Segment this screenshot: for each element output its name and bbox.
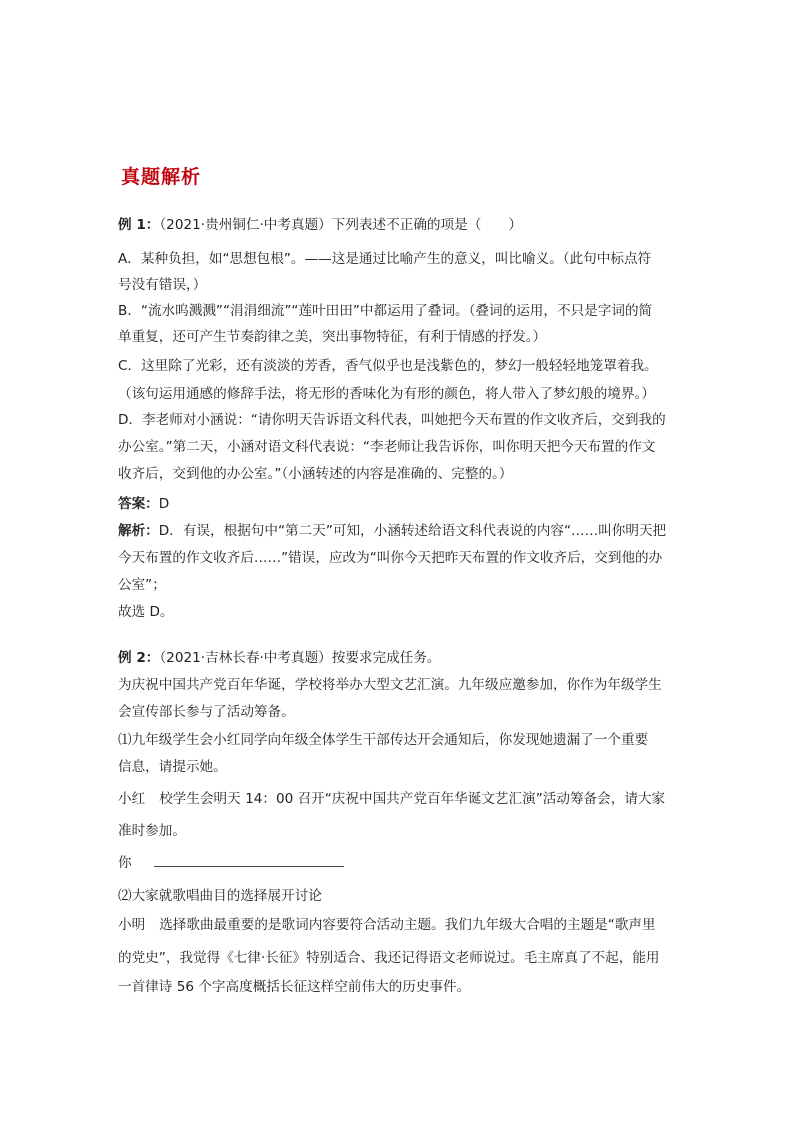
example2-question — [118, 648, 441, 668]
analysis-line-1 — [118, 521, 666, 541]
analysis-label: 解析： — [118, 523, 159, 539]
analysis-text-1: D．有误，根据句中“第二天”可知，小涵转述给语文科代表说的内容“……叫你明天把 — [158, 523, 667, 539]
option-b-line-2: 单重复，还可产生节奏韵律之美，突出事物特征，有利于情感的抒发。） — [118, 329, 547, 345]
dialog1-line-2: 准时参加。 — [118, 823, 186, 839]
example2-question-text: （2021·吉林长春·中考真题）按要求完成任务。 — [159, 650, 441, 666]
answer-value: D — [158, 496, 170, 512]
answer-blank-line — [118, 852, 344, 873]
option-c-line-1: C．这里除了光彩，还有淡淡的芳香，香气似乎也是浅紫色的，梦幻一般轻轻地笼罩着我。 — [118, 358, 658, 374]
example1-label: 例 1： — [118, 217, 160, 233]
task1-line-1: ⑴九年级学生会小红同学向年级全体学生干部传达开会通知后，你发现她遗漏了一个重要 — [118, 732, 649, 748]
conclusion-line: 故选 D。 — [118, 604, 174, 620]
you-speaker: 你 — [118, 855, 132, 871]
answer-line — [118, 494, 169, 514]
dialog1-line-1 — [118, 789, 665, 809]
intro-line-1: 为庆祝中国共产党百年华诞，学校将举办大型文艺汇演。九年级应邀参加，你作为年级学生 — [118, 677, 662, 693]
dialog2-line-1 — [118, 915, 656, 935]
option-d-line-1: D．李老师对小涵说：“请你明天告诉语文科代表，叫她把今天布置的作文收齐后，交到我的 — [118, 412, 666, 428]
example2-label: 例 2： — [118, 650, 160, 666]
analysis-line-2: 今天布置的作文收齐后……”错误，应改为“叫你今天把昨天布置的作文收齐后，交到他的办 — [118, 550, 663, 566]
dialog2-speaker: 小明 — [118, 917, 146, 933]
option-d-line-3: 收齐后，交到他的办公室。”（小涵转述的内容是准确的、完整的。） — [118, 466, 513, 482]
example1-question — [118, 215, 522, 235]
answer-label: 答案： — [118, 496, 159, 512]
dialog2-line-3: 一首律诗 56 个字高度概括长征这样空前伟大的历史事件。 — [118, 979, 471, 995]
task1-line-2: 信息，请提示她。 — [118, 759, 227, 775]
dialog2-text-1: 选择歌曲最重要的是歌词内容要符合活动主题。我们九年级大合唱的主题是“歌声里 — [159, 917, 656, 933]
dialog1-text-1: 校学生会明天 14：00 召开“庆祝中国共产党百年华诞文艺汇演”活动筹备会，请大家 — [159, 791, 666, 807]
dialog1-speaker: 小红 — [118, 791, 146, 807]
option-b-line-1: B．“流水呜溅溅”“涓涓细流”“莲叶田田”中都运用了叠词。（叠词的运用，不只是字词的简 — [118, 303, 653, 319]
answer-blank[interactable] — [154, 852, 344, 867]
option-a-line-2: 号没有错误，） — [118, 277, 207, 293]
option-d-line-2: 办公室。”第二天，小涵对语文科代表说：“李老师让我告诉你，叫你明天把今天布置的作文 — [118, 439, 656, 455]
dialog2-line-2: 的党史”，我觉得《七律·长征》特别适合、我还记得语文老师说过。毛主席真了不起，能用 — [118, 950, 660, 966]
example1-question-text: （2021·贵州铜仁·中考真题）下列表述不正确的项是（ ） — [159, 217, 523, 233]
task2-line: ⑵大家就歌唱曲目的选择展开讨论 — [118, 888, 322, 904]
section-title: 真题解析 — [121, 166, 202, 188]
intro-line-2: 会宣传部长参与了活动筹备。 — [118, 704, 295, 720]
analysis-line-3: 公室”； — [118, 577, 166, 593]
option-c-line-2: （该句运用通感的修辞手法，将无形的香味化为有形的颜色，将人带入了梦幻般的境界。） — [118, 386, 655, 402]
option-a-line-1: A．某种负担，如“思想包根”。——这是通过比喻产生的意义，叫比喻义。（此句中标点符 — [118, 251, 652, 267]
